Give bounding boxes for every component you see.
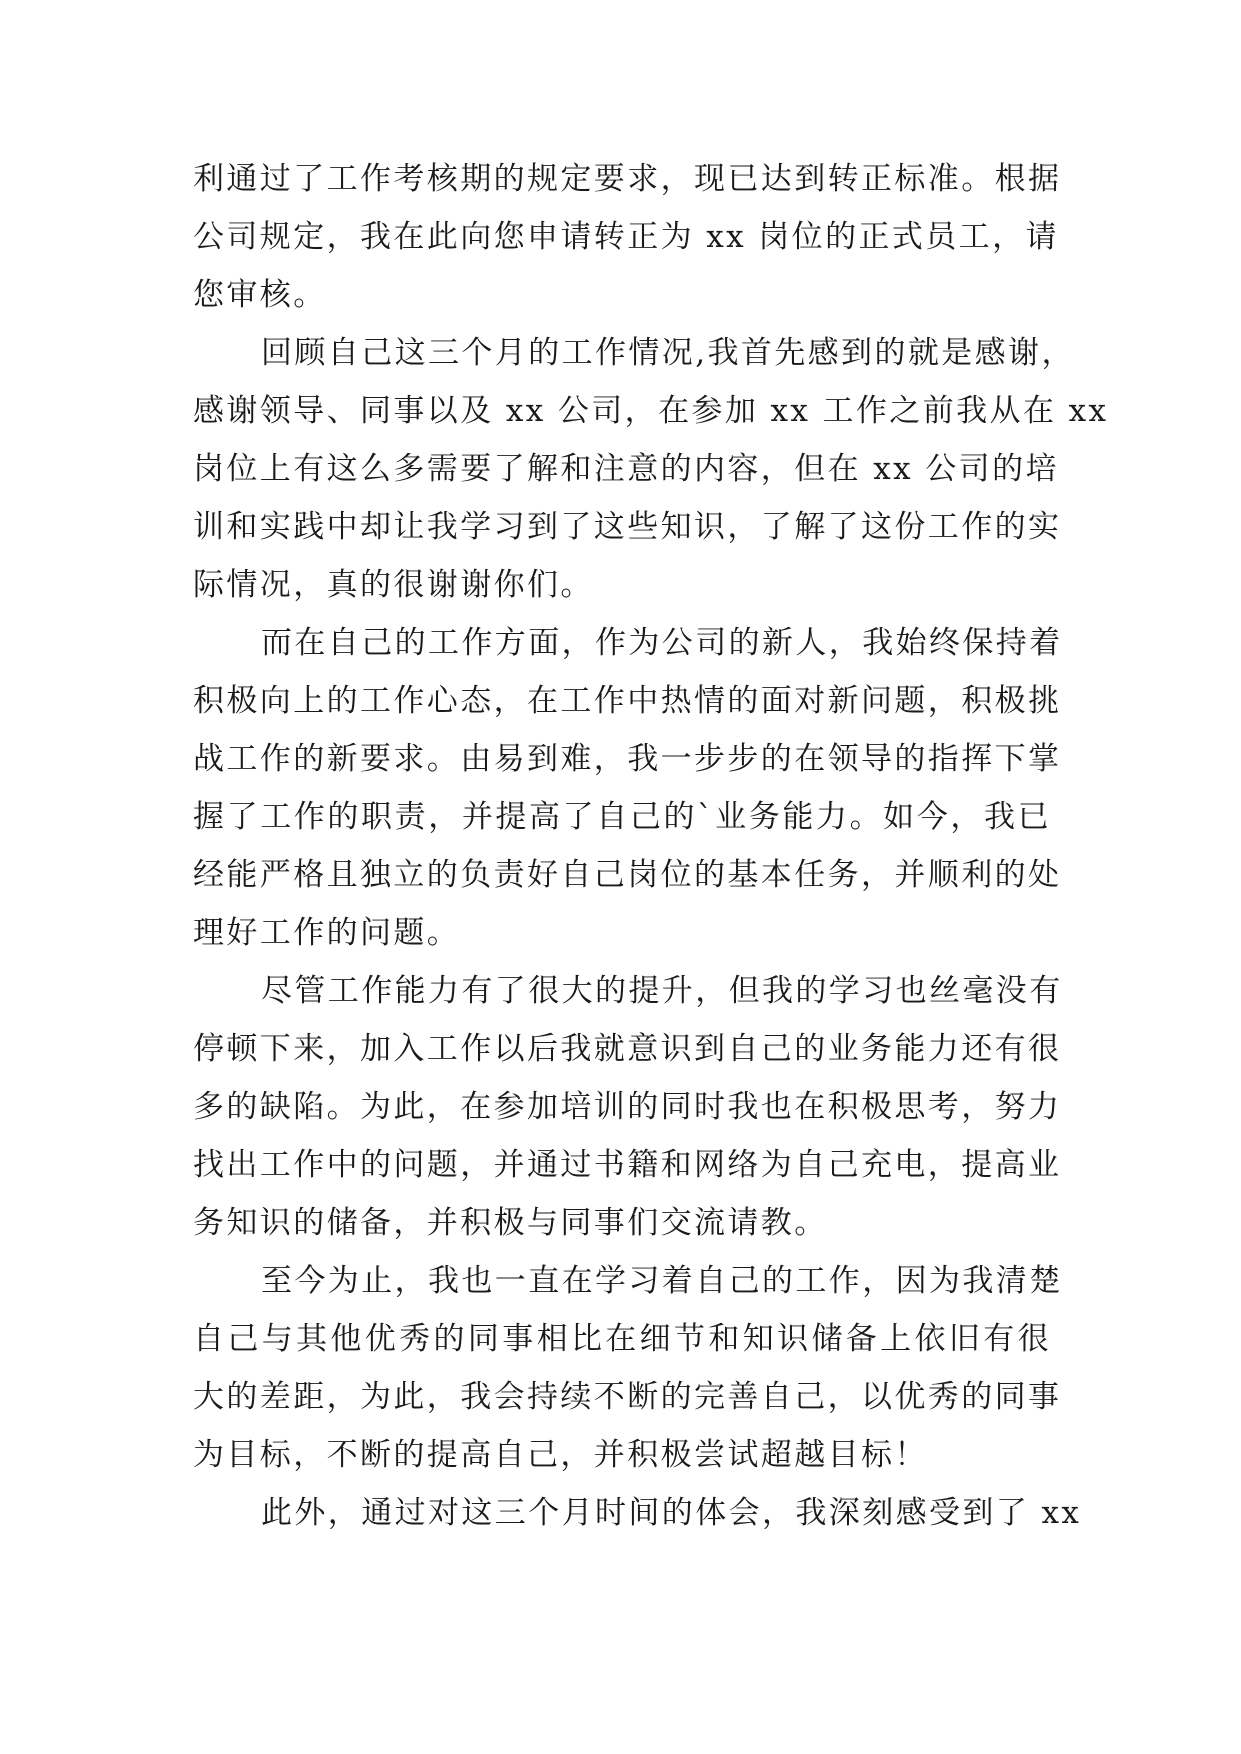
text-line: 经能严格且独立的负责好自己岗位的基本任务，并顺利的处 <box>193 857 1062 893</box>
paragraph-first-line: 回顾自己这三个月的工作情况,我首先感到的就是感谢， <box>261 335 1075 371</box>
document-body <box>193 150 1109 1542</box>
text-line: 理好工作的问题。 <box>193 915 461 951</box>
paragraph-first-line: 此外，通过对这三个月时间的体会，我深刻感受到了 xx <box>261 1495 1082 1531</box>
text-line: 务知识的储备，并积极与同事们交流请教。 <box>193 1205 828 1241</box>
text-line: 找出工作中的问题，并通过书籍和网络为自己充电，提高业 <box>193 1147 1062 1183</box>
paragraph-first-line: 至今为止，我也一直在学习着自己的工作，因为我清楚 <box>261 1263 1063 1299</box>
text-line: 公司规定，我在此向您申请转正为 xx 岗位的正式员工，请 <box>193 219 1059 255</box>
text-line: 您审核。 <box>193 277 327 313</box>
text-line: 际情况，真的很谢谢你们。 <box>193 567 594 603</box>
text-line: 为目标，不断的提高自己，并积极尝试超越目标！ <box>193 1437 928 1473</box>
text-line: 利通过了工作考核期的规定要求，现已达到转正标准。根据 <box>193 161 1062 197</box>
text-line: 停顿下来，加入工作以后我就意识到自己的业务能力还有很 <box>193 1031 1062 1067</box>
text-line: 感谢领导、同事以及 xx 公司，在参加 xx 工作之前我从在 xx <box>193 393 1109 429</box>
paragraph-first-line: 尽管工作能力有了很大的提升，但我的学习也丝毫没有 <box>261 973 1063 1009</box>
text-line: 自己与其他优秀的同事相比在细节和知识储备上依旧有很 <box>193 1321 1051 1357</box>
text-line: 握了工作的职责，并提高了自己的`业务能力。如今，我已 <box>193 799 1051 835</box>
text-line: 多的缺陷。为此，在参加培训的同时我也在积极思考，努力 <box>193 1089 1062 1125</box>
text-line: 积极向上的工作心态，在工作中热情的面对新问题，积极挑 <box>193 683 1062 719</box>
text-line: 大的差距，为此，我会持续不断的完善自己，以优秀的同事 <box>193 1379 1062 1415</box>
text-line: 训和实践中却让我学习到了这些知识，了解了这份工作的实 <box>193 509 1062 545</box>
text-line: 岗位上有这么多需要了解和注意的内容，但在 xx 公司的培 <box>193 451 1059 487</box>
paragraph-first-line: 而在自己的工作方面，作为公司的新人，我始终保持着 <box>261 625 1063 661</box>
text-line: 战工作的新要求。由易到难，我一步步的在领导的指挥下掌 <box>193 741 1062 777</box>
